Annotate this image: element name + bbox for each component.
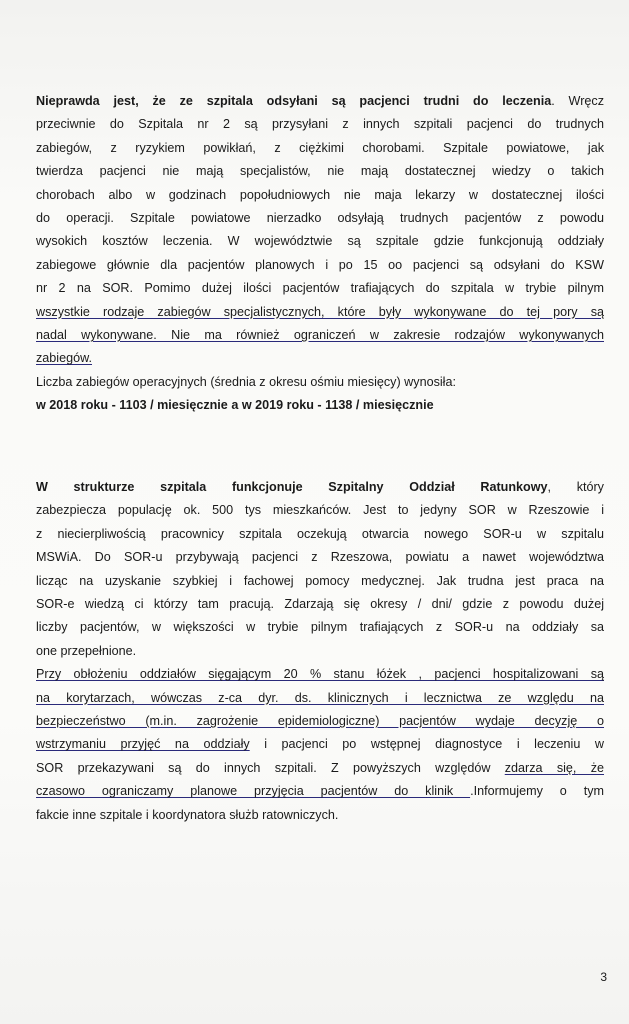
underlined-line: Przy obłożeniu oddziałów sięgającym 20 % stanu łóżek , pacjenci hospitalizowani są: [36, 667, 604, 682]
statistics-line: w 2018 roku - 1103 / miesięcznie a w 2019 roku - 1138 / miesięcznie: [36, 398, 434, 413]
page-number: 3: [600, 970, 607, 984]
paragraph-refutation: [36, 90, 604, 418]
underlined-line: nadal wykonywane. Nie ma również ograniczeń w zakresie rodzajów wykonywanych: [36, 328, 604, 343]
underlined-line: bezpieczeństwo (m.in. zagrożenie epidemiologiczne) pacjentów wydaje decyzję o: [36, 714, 604, 729]
text-line: wstrzymaniu przyjęć na oddziały i pacjenci po wstępnej diagnostyce i leczeniu w: [36, 737, 604, 752]
underlined-line: wszystkie rodzaje zabiegów specjalistycznych, które były wykonywane do tej pory są: [36, 304, 604, 319]
text-line: chorobach albo w godzinach popołudniowych nie maja lekarzy w dostatecznej ilości: [36, 187, 604, 202]
text-line: one przepełnione.: [36, 643, 137, 658]
text-line: wysokich kosztów leczenia. W województwie są szpitale gdzie funkcjonują oddziały: [36, 234, 604, 249]
underlined-line: zabiegów.: [36, 351, 93, 366]
text-line: MSWiA. Do SOR-u przybywają pacjenci z Rzeszowa, powiatu a nawet województwa: [36, 550, 604, 565]
text-line: przeciwnie do Szpitala nr 2 są przysyłani z innych szpitali pacjenci do trudnych: [36, 117, 604, 132]
text-line: zabiegowe głównie dla pacjentów planowych i po 15 oo pacjenci są odsyłani do KSW: [36, 257, 604, 272]
text-line: twierdza pacjenci nie mają specjalistów, nie mają dostatecznej wiedzy o takich: [36, 164, 604, 179]
text-line: z niecierpliwością pracownicy szpitala oczekują otwarcia nowego SOR-u w szpitalu: [36, 526, 604, 541]
paragraph-emergency-department: [36, 476, 604, 827]
text-line: liczby pacjentów, w większości w trybie pilnym trafiających z SOR-u na oddziały sa: [36, 620, 604, 635]
text-line: W strukturze szpitala funkcjonuje Szpitalny Oddział Ratunkowy, który: [36, 480, 604, 494]
text-line: nr 2 na SOR. Pomimo dużej ilości pacjentów trafiających do szpitala w trybie pilnym: [36, 281, 604, 296]
text-line: zabiegów, z ryzykiem powikłań, z ciężkimi chorobami. Szpitale powiatowe, jak: [36, 140, 604, 155]
text-line: zabezpiecza populację ok. 500 tys mieszkańców. Jest to jedyny SOR w Rzeszowie i: [36, 503, 604, 518]
underlined-phrase: wstrzymaniu przyjęć na oddziały: [36, 737, 250, 752]
bold-heading-phrase: W strukturze szpitala funkcjonuje Szpitalny Oddział Ratunkowy: [36, 480, 548, 494]
text-line: Nieprawda jest, że ze szpitala odsyłani są pacjenci trudni do leczenia. Wręcz: [36, 94, 604, 108]
text-line: do operacji. Szpitale powiatowe nierzadko odsyłają trudnych pacjentów z powodu: [36, 211, 604, 226]
text-line: SOR-e wiedzą ci którzy tam pracują. Zdarzają się okresy / dni/ gdzie z powodu dużej: [36, 597, 604, 612]
text-line: SOR przekazywani są do innych szpitali. Z powyższych względów zdarza się, że: [36, 760, 604, 775]
text-line: czasowo ograniczamy planowe przyjęcia pacjentów do klinik .Informujemy o tym: [36, 784, 604, 799]
text-line: licząc na uzyskanie szybkiej i fachowej pomocy medycznej. Jak trudna jest praca na: [36, 573, 604, 588]
underlined-phrase: zdarza się, że: [504, 760, 604, 775]
text-line: Liczba zabiegów operacyjnych (średnia z okresu ośmiu miesięcy) wynosiła:: [36, 374, 456, 389]
underlined-line: na korytarzach, wówczas z-ca dyr. ds. klinicznych i lecznictwa ze względu na: [36, 690, 604, 705]
underlined-phrase: czasowo ograniczamy planowe przyjęcia pacjentów do klinik: [36, 784, 471, 799]
text-line: fakcie inne szpitale i koordynatora służb ratowniczych.: [36, 807, 339, 822]
bold-heading-phrase: Nieprawda jest, że ze szpitala odsyłani są pacjenci trudni do leczenia: [36, 94, 552, 108]
